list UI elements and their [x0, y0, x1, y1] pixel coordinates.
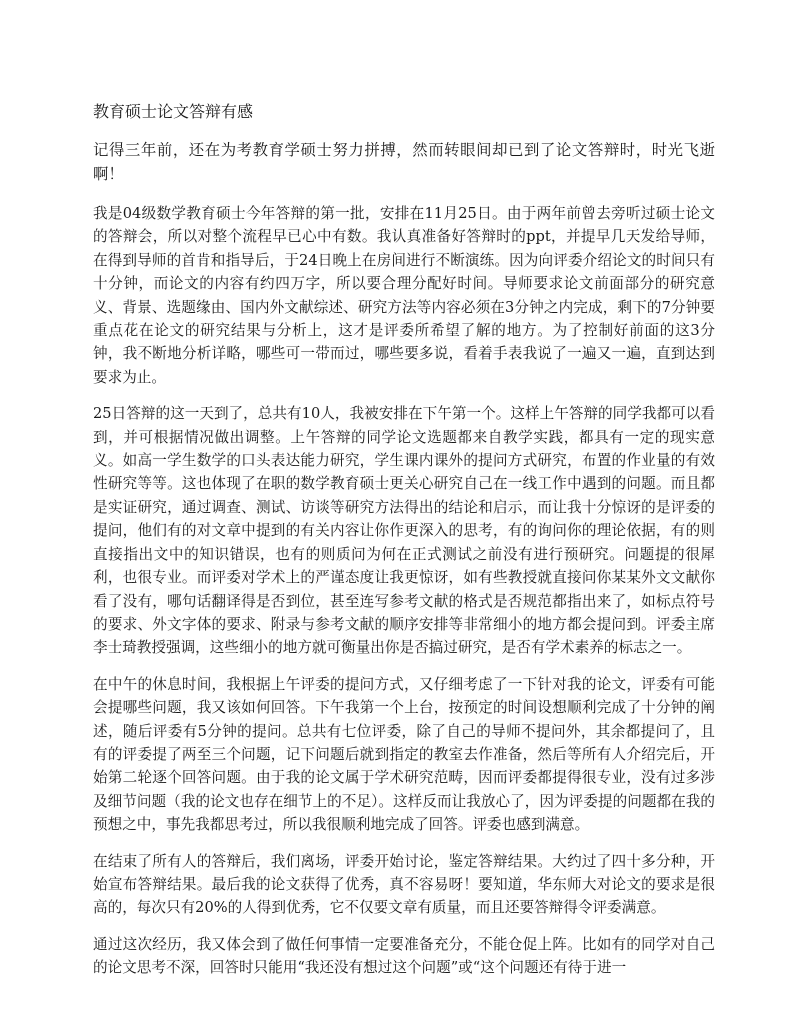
paragraph-afternoon: 在中午的休息时间，我根据上午评委的提问方式，又仔细考虑了一下针对我的论文，评委有可能会提哪些问题，我又该如何回答。下午我第一个上台，按预定的时间设想顺利完成了十分钟的阐述，随后评委有5分钟的提问。总共有七位评委，除了自己的导师不提问外，其余都提问了，且有的评委提了两至三个问题，记下问题后就到指定的教室去作准备，然后等所有人介绍完后，开始第二轮逐个回答问题。由于我的论文属于学术研究范畴，因而评委都提得很专业，没有过多涉及细节问题（我的论文也存在细节上的不足）。这样反而让我放心了，因为评委提的问题都在我的预想之中，事先我都思考过，所以我很顺利地完成了回答。评委也感到满意。: [93, 675, 715, 834]
paragraph-intro: 记得三年前，还在为考教育学硕士努力拼搏，然而转眼间却已到了论文答辩时，时光飞逝啊！: [93, 141, 715, 183]
paragraph-defense-day: 25日答辩的这一天到了，总共有10人，我被安排在下午第一个。这样上午答辩的同学我都可以看到，并可根据情况做出调整。上午答辩的同学论文选题都来自教学实践，都具有一定的现实意义。如高一学生数学的口头表达能力研究，学生课内课外的提问方式研究，布置的作业量的有效性研究等等。这也体现了在职的数学教育硕士更关心研究自己在一线工作中遇到的问题。而且都是实证研究，通过调查、测试、访谈等研究方法得出的结论和启示，而让我十分惊讶的是评委的提问，他们有的对文章中提到的有关内容让你作更深入的思考，有的询问你的理论依据，有的则直接指出文中的知识错误，也有的则质问为何在正式测试之前没有进行预研究。问题提的很犀利，也很专业。而评委对学术上的严谨态度让我更惊讶，如有些教授就直接问你某某外文文献你看了没有，哪句话翻译得是否到位，甚至连写参考文献的格式是否规范都指出来了，如标点符号的要求、外文字体的要求、附录与参考文献的顺序安排等非常细小的地方都会提问到。评委主席李士琦教授强调，这些细小的地方就可衡量出你是否搞过研究，是否有学术素养的标志之一。: [93, 405, 715, 657]
paragraph-result: 在结束了所有人的答辩后，我们离场，评委开始讨论，鉴定答辩结果。大约过了四十多分种，开始宣布答辩结果。最后我的论文获得了优秀，真不容易呀！要知道，华东师大对论文的要求是很高的，每次只有20%的人得到优秀，它不仅要文章有质量，而且还要答辩得令评委满意。: [93, 852, 715, 917]
document-title: 教育硕士论文答辩有感: [93, 102, 254, 121]
paragraph-preparation: 我是04级数学教育硕士今年答辩的第一批，安排在11月25日。由于两年前曾去旁听过硕士论文的答辩会，所以对整个流程早已心中有数。我认真准备好答辩时的ppt，并提早几天发给导师，在得到导师的首肯和指导后，于24日晚上在房间进行不断演练。因为向评委介绍论文的时间只有十分钟，而论文的内容有约四万字，所以要合理分配好时间。导师要求论文前面部分的研究意义、背景、选题缘由、国内外文献综述、研究方法等内容必须在3分钟之内完成，剩下的7分钟要重点花在论文的研究结果与分析上，这才是评委所希望了解的地方。为了控制好前面的这3分钟，我不断地分析详略，哪些可一带而过，哪些要多说，看着手表我说了一遍又一遍，直到达到要求为止。: [93, 205, 715, 386]
document-page: [93, 100, 715, 993]
paragraph-reflection: 通过这次经历，我又体会到了做任何事情一定要准备充分，不能仓促上阵。比如有的同学对自己的论文思考不深，回答时只能用“我还没有想过这个问题”或“这个问题还有待于进一: [93, 935, 715, 977]
